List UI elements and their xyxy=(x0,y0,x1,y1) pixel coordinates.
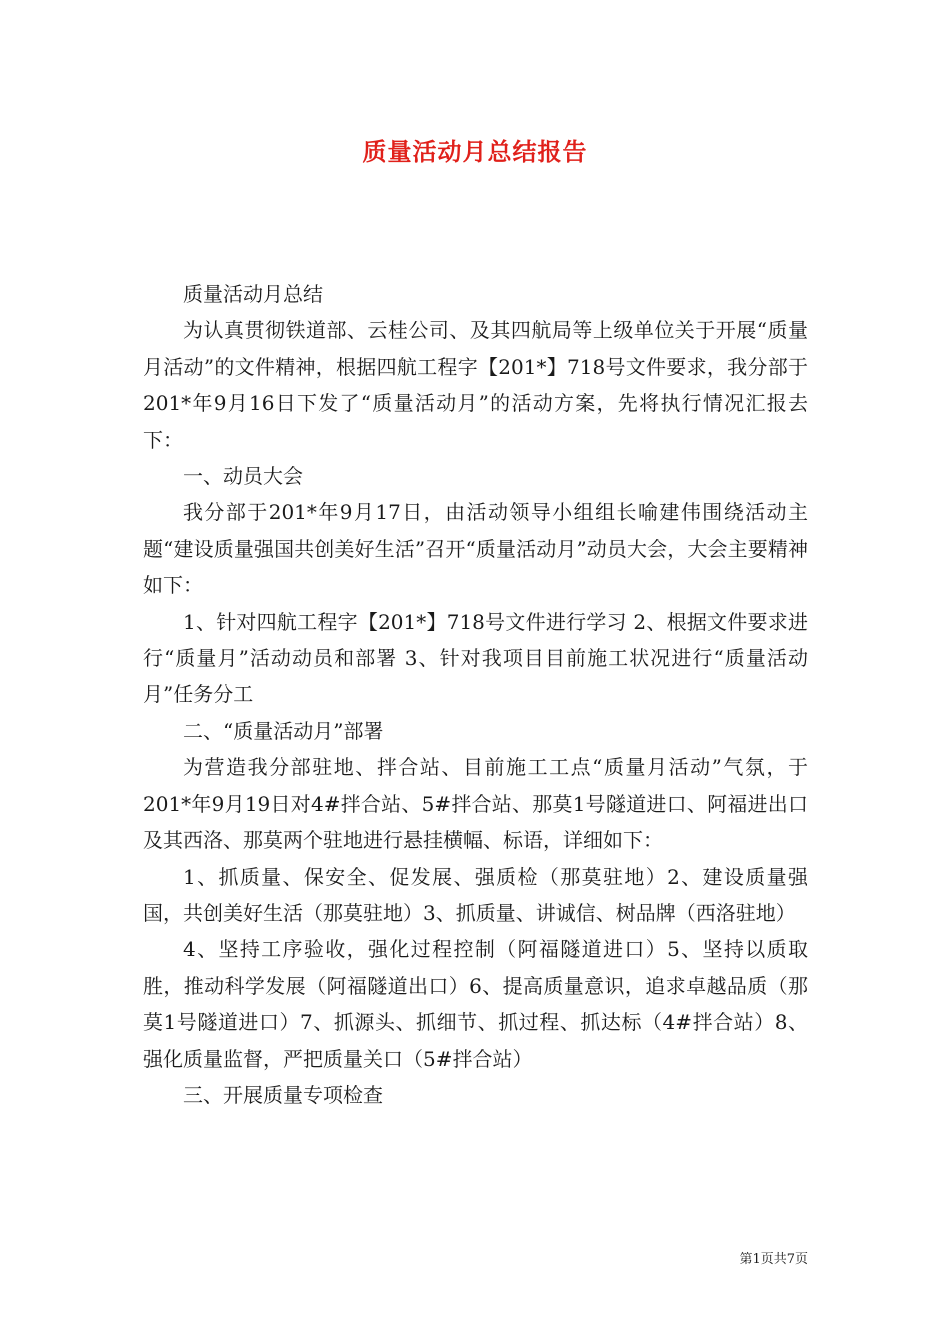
section-heading: 二、“质量活动月”部署 xyxy=(183,718,384,743)
paragraph: 为营造我分部驻地、拌合站、目前施工工点“质量月活动”气氛，于201*年9月19日对4#拌合站、5#拌合站、那莫1号隧道进口、阿福进出口及其西洛、那莫两个驻地进行悬挂横幅、标语，详细如下： xyxy=(143,755,808,853)
section-heading: 三、开展质量专项检查 xyxy=(183,1082,383,1107)
paragraph: 为认真贯彻铁道部、云桂公司、及其四航局等上级单位关于开展“质量月活动”的文件精神，根据四航工程字【201*】718号文件要求，我分部于201*年9月16日下发了“质量活动月”的活动方案，先将执行情况汇报去下： xyxy=(143,318,808,452)
paragraph: 1、针对四航工程字【201*】718号文件进行学习 2、根据文件要求进行“质量月”活动动员和部署 3、针对我项目目前施工状况进行“质量活动月”任务分工 xyxy=(143,609,808,707)
section-heading: 一、动员大会 xyxy=(183,464,303,489)
page-number: 第1页共7页 xyxy=(739,1252,808,1267)
paragraph: 我分部于201*年9月17日，由活动领导小组组长喻建伟围绕活动主题“建设质量强国共创美好生活”召开“质量活动月”动员大会，大会主要精神如下： xyxy=(143,500,808,598)
paragraph: 1、抓质量、保安全、促发展、强质检（那莫驻地）2、建设质量强国，共创美好生活（那莫驻地）3、抓质量、讲诚信、树品牌（西洛驻地） xyxy=(143,864,808,925)
document-body xyxy=(143,276,808,1113)
paragraph: 质量活动月总结 xyxy=(183,282,323,306)
page-title: 质量活动月总结报告 xyxy=(362,137,588,166)
paragraph: 4、坚持工序验收，强化过程控制（阿福隧道进口）5、坚持以质取胜，推动科学发展（阿福隧道出口）6、提高质量意识，追求卓越品质（那莫1号隧道进口）7、抓源头、抓细节、抓过程、抓达标（4#拌合站）8、强化质量监督，严把质量关口（5#拌合站） xyxy=(143,937,808,1071)
